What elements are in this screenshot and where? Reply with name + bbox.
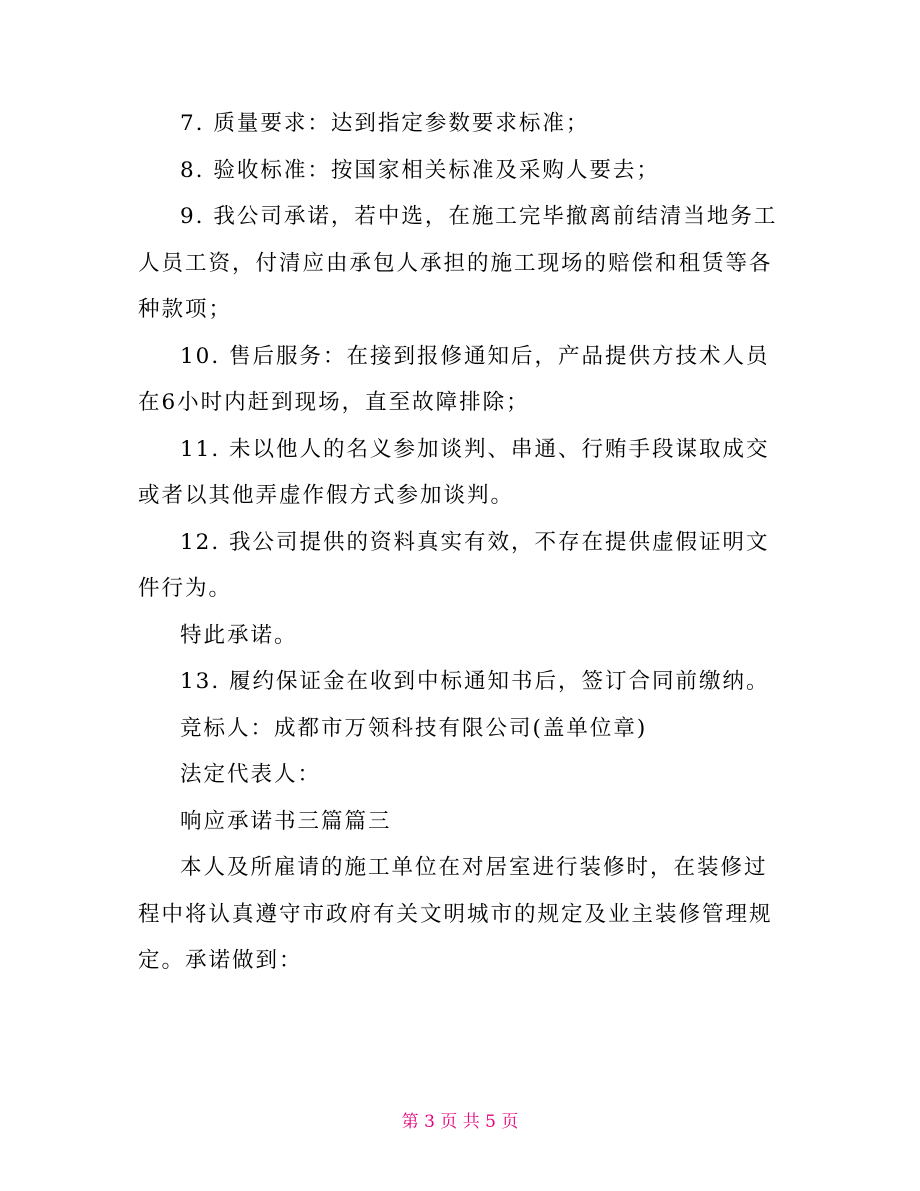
text-line: 人员工资，付清应由承包人承担的施工现场的赔偿和租赁等各 <box>138 251 773 276</box>
text-line: 13. 履约保证金在收到中标通知书后，签订合同前缴纳。 <box>180 669 770 694</box>
text-line: 本人及所雇请的施工单位在对居室进行装修时，在装修过 <box>180 855 768 880</box>
text-line: 11. 未以他人的名义参加谈判、串通、行贿手段谋取成交 <box>180 437 770 462</box>
text-line: 特此承诺。 <box>180 623 298 648</box>
text-line: 法定代表人： <box>180 762 322 787</box>
text-line: 竞标人：成都市万领科技有限公司(盖单位章) <box>180 716 648 741</box>
text-line: 12. 我公司提供的资料真实有效，不存在提供虚假证明文 <box>180 530 770 555</box>
text-line: 10. 售后服务：在接到报修通知后，产品提供方技术人员 <box>180 344 770 369</box>
section-heading: 响应承诺书三篇篇三 <box>180 809 392 834</box>
text-line: 9. 我公司承诺，若中选，在施工完毕撤离前结清当地务工 <box>180 204 778 229</box>
text-line: 或者以其他弄虚作假方式参加谈判。 <box>138 483 515 508</box>
text-line: 程中将认真遵守市政府有关文明城市的规定及业主装修管理规 <box>138 902 773 927</box>
text-line: 件行为。 <box>138 576 233 601</box>
page-number-footer: 第 3 页 共 5 页 <box>401 1112 519 1132</box>
text-line: 8. 验收标准：按国家相关标准及采购人要去； <box>180 158 660 183</box>
text-line: 在6小时内赶到现场，直至故障排除； <box>138 390 530 415</box>
text-line: 定。承诺做到： <box>138 948 303 973</box>
text-line: 种款项； <box>138 297 233 322</box>
text-line: 7. 质量要求：达到指定参数要求标准； <box>180 111 590 136</box>
